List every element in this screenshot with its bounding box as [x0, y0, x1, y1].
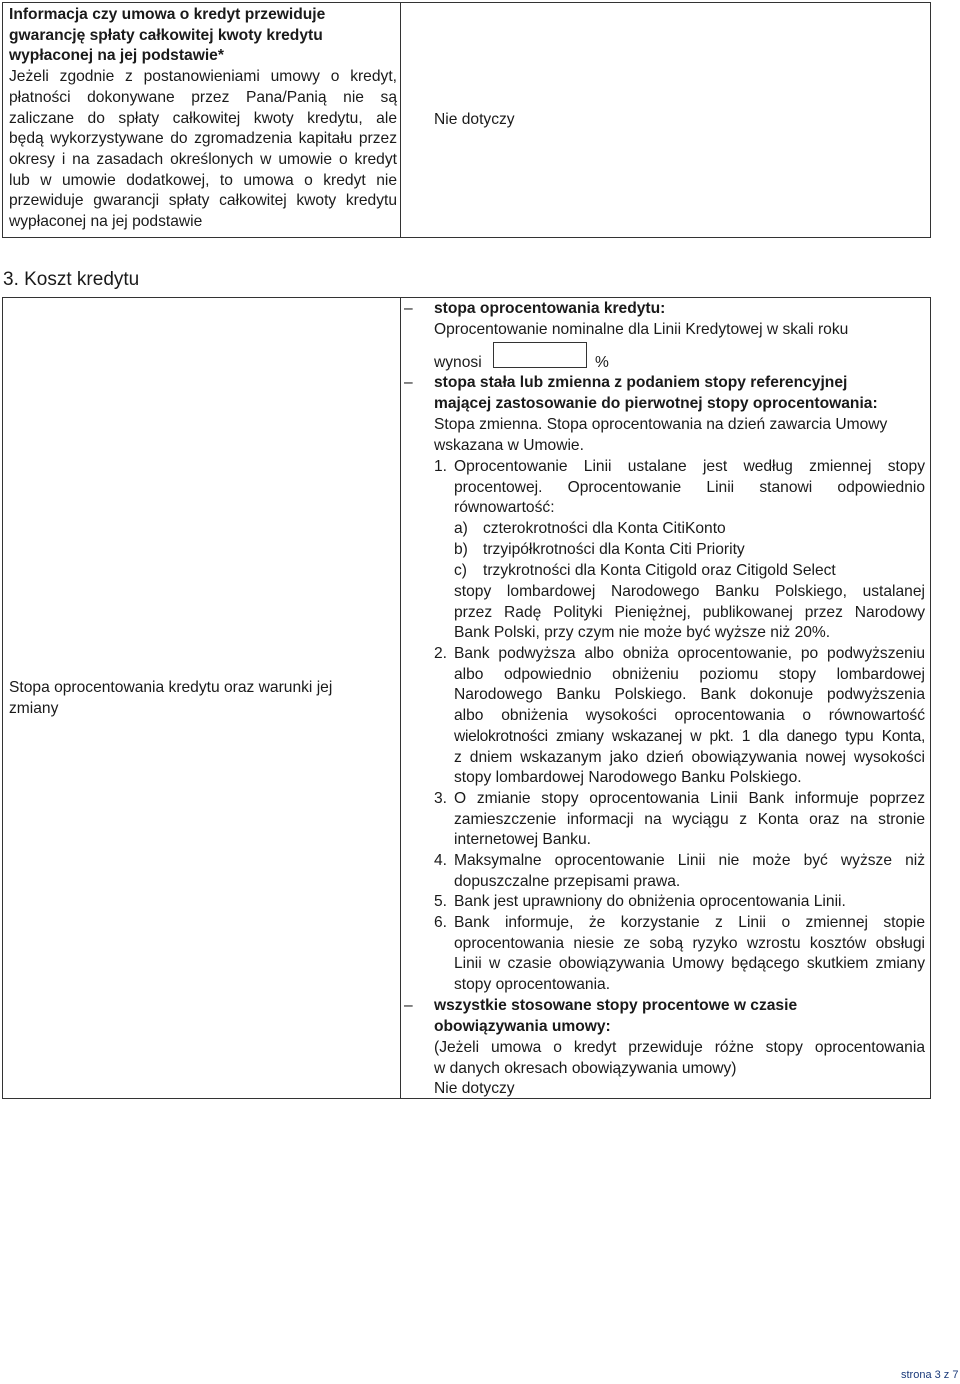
- item3-heading-line: obowiązywania umowy:: [434, 1018, 611, 1035]
- guarantee-body-line: wypłaconej na jej podstawie: [9, 213, 203, 231]
- point-6: [454, 913, 925, 996]
- item3-text-line: Nie dotyczy: [434, 1080, 515, 1098]
- guarantee-body-line: płatności dokonywane przez Pana/Panią nie są: [9, 88, 397, 106]
- point-number: 2.: [434, 645, 448, 662]
- sub-item-a: czterokrotności dla Konta CitiKonto: [483, 520, 726, 537]
- point-line: stopy lombardowej Narodowego Banku Polskiego.: [454, 769, 802, 787]
- guarantee-body-line: przewiduje gwarancji spłaty całkowitej kwoty kredytu: [9, 192, 397, 210]
- point-line: dopuszczalne przepisami prawa.: [454, 872, 681, 890]
- interest-table-divider: [400, 297, 401, 1099]
- point-line: Oprocentowanie Linii ustalane jest według zmiennej stopy: [454, 458, 925, 475]
- point-line: O zmianie stopy oprocentowania Linii Bank informuje poprzez: [454, 790, 925, 807]
- item2-heading-line: stopa stała lub zmienna z podaniem stopy referencyjnej: [434, 374, 848, 391]
- point-line: oprocentowania niesie ze sobą ryzyko wzrostu kosztów obsługi: [454, 934, 925, 952]
- guarantee-question: [9, 5, 397, 233]
- item2-heading-line: mającej zastosowanie do pierwotnej stopy oprocentowania:: [434, 395, 878, 412]
- list-dash: –: [404, 997, 413, 1014]
- point-number: 3.: [434, 790, 448, 807]
- point-line: stopy lombardowej Narodowego Banku Polskiego, ustalanej: [454, 583, 925, 600]
- point-line: Bank podwyższa albo obniża oprocentowanie, po podwyższeniu: [454, 645, 925, 662]
- sub-label: c): [454, 562, 467, 579]
- guarantee-table-divider: [400, 2, 401, 238]
- point-number: 4.: [434, 852, 448, 869]
- point-line: Narodowego Banku Polskiego. Bank dokonuje podwyższenia: [454, 686, 925, 704]
- item1-line: Oprocentowanie nominalne dla Linii Kredytowej w skali roku: [434, 321, 849, 338]
- point-line: z dniem wskazanym jako dzień obowiązywania nowej wysokości: [454, 748, 925, 766]
- rate-value-field[interactable]: [493, 342, 587, 368]
- point-5: [454, 892, 925, 913]
- guarantee-body-line: Jeżeli zgodnie z postanowieniami umowy o kredyt,: [9, 68, 397, 86]
- guarantee-heading-line: Informacja czy umowa o kredyt przewiduje: [9, 6, 326, 23]
- item3-text: [434, 1038, 925, 1100]
- wynosi-label: wynosi: [434, 354, 482, 371]
- percent-sign: %: [595, 354, 609, 371]
- point-line: Bank jest uprawniony do obniżenia oprocentowania Linii.: [454, 893, 846, 910]
- interest-label: [9, 678, 394, 719]
- guarantee-answer: Nie dotyczy: [434, 111, 515, 128]
- point-2: [454, 644, 925, 789]
- page-number: strona 3 z 7: [901, 1369, 959, 1381]
- guarantee-heading-line: gwarancję spłaty całkowitej kwoty kredytu: [9, 26, 323, 44]
- guarantee-heading-line: wypłaconej na jej podstawie*: [9, 47, 224, 65]
- item2-text-line: wskazana w Umowie.: [434, 437, 584, 454]
- point-1-continued: [454, 582, 925, 644]
- point-3: [454, 789, 925, 851]
- point-number: 6.: [434, 914, 448, 931]
- item3-heading-line: wszystkie stosowane stopy procentowe w czasie: [434, 997, 798, 1014]
- point-line: stopy oprocentowania.: [454, 976, 611, 994]
- point-line: albo obniżenia wysokości oprocentowania o równowartość: [454, 707, 925, 725]
- point-line: Bank Polski, przy czym nie może być wyższe niż 20%.: [454, 624, 831, 642]
- point-number: 1.: [434, 458, 448, 475]
- guarantee-body-line: będą wykorzystywane do zgromadzenia kapitału przez: [9, 130, 397, 148]
- item3-text-line: w danych okresach obowiązywania umowy): [434, 1059, 737, 1077]
- item1-heading: stopa oprocentowania kredytu:: [434, 300, 666, 317]
- point-line: procentowej. Oprocentowanie Linii stanowi odpowiednio: [454, 478, 925, 496]
- point-line: Maksymalne oprocentowanie Linii nie może być wyższe niż: [454, 852, 925, 869]
- point-line: równowartość:: [454, 499, 555, 517]
- point-1: [454, 457, 925, 519]
- point-line: przez Radę Polityki Pieniężnej, publikowanej przez Narodowy: [454, 603, 925, 621]
- section-title: 3. Koszt kredytu: [3, 269, 140, 290]
- guarantee-body-line: lub w umowie dodatkowej, to umowa o kredyt nie: [9, 171, 397, 189]
- interest-label-line: Stopa oprocentowania kredytu oraz warunki jej: [9, 679, 333, 696]
- point-line: wielokrotności zmiany wskazanej w pkt. 1 dla danego typu Konta,: [454, 727, 925, 745]
- sub-item-b: trzyipółkrotności dla Konta Citi Priority: [483, 541, 745, 558]
- point-line: Linii w czasie obowiązywania Umowy będącego skutkiem zmiany: [454, 955, 925, 973]
- point-number: 5.: [434, 893, 448, 910]
- point-line: Bank informuje, że korzystanie z Linii o zmiennej stopie: [454, 914, 925, 931]
- sub-label: b): [454, 541, 468, 558]
- guarantee-body-line: okresy i na zasadach określonych w umowie o kredyt: [9, 150, 397, 168]
- interest-label-line: zmiany: [9, 699, 59, 717]
- item2-text-line: Stopa zmienna. Stopa oprocentowania na dzień zawarcia Umowy: [434, 416, 888, 433]
- item3-text-line: (Jeżeli umowa o kredyt przewiduje różne stopy oprocentowania: [434, 1039, 925, 1056]
- guarantee-body-line: zaliczane do spłaty całkowitej kwoty kredytu, ale: [9, 109, 397, 127]
- list-dash: –: [404, 374, 413, 391]
- sub-label: a): [454, 520, 468, 537]
- point-line: zamieszczenie informacji na wyciągu z Konta oraz na stronie: [454, 810, 925, 828]
- point-line: internetowej Banku.: [454, 831, 591, 849]
- list-dash: –: [404, 300, 413, 317]
- sub-item-c: trzykrotności dla Konta Citigold oraz Citigold Select: [483, 562, 836, 579]
- point-line: albo odpowiednio obniżeniu poziomu stopy lombardowej: [454, 665, 925, 683]
- point-4: [454, 851, 925, 892]
